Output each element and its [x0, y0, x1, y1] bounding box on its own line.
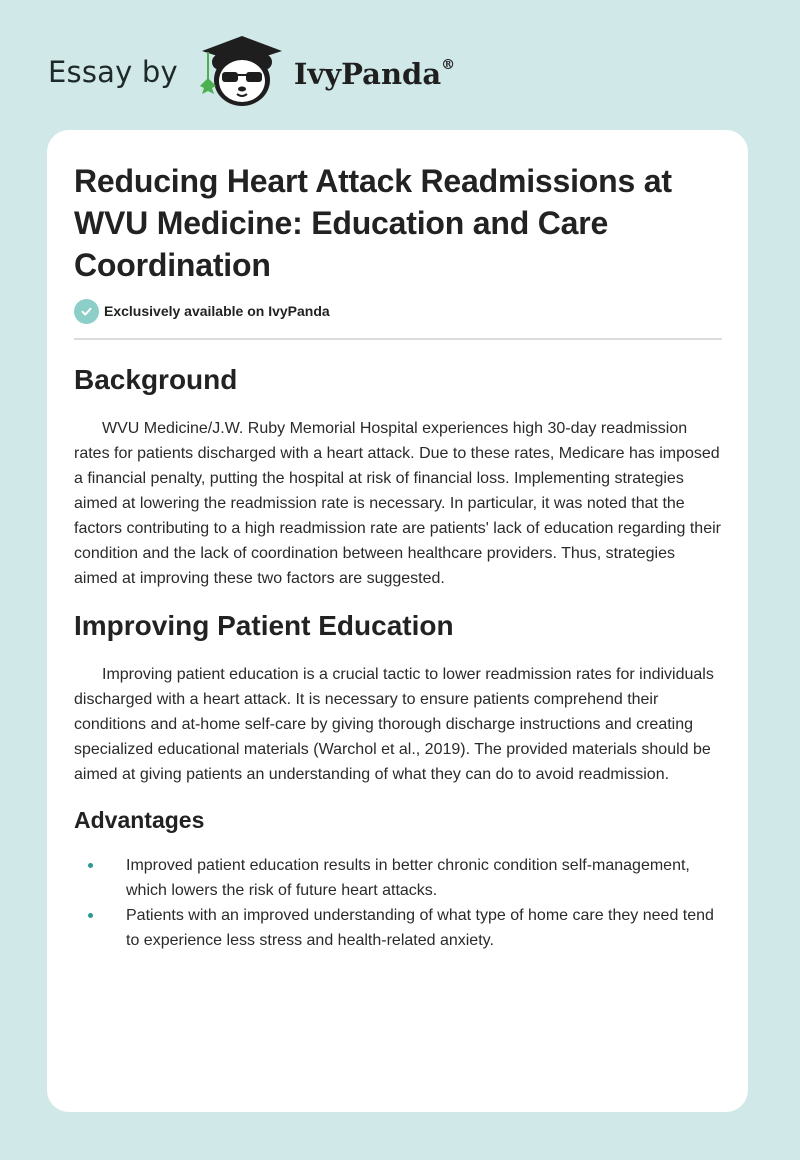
exclusive-label: Exclusively available on IvyPanda [104, 303, 330, 319]
brand-name[interactable]: IvyPanda® [293, 57, 456, 91]
bullet-icon [88, 863, 93, 868]
subsection-heading: Advantages [74, 807, 205, 833]
list-item-text: Improved patient education results in better chronic condition self-management, which lowers the risk of future heart attacks. [126, 857, 690, 899]
list-item [74, 853, 722, 903]
list-item-text: Patients with an improved understanding of what type of home care they need tend to experience less stress and health-related anxiety. [126, 907, 714, 949]
section-improving-patient-education [74, 608, 722, 787]
title-divider [74, 338, 722, 340]
panda-graduation-cap-icon[interactable] [198, 34, 286, 110]
essay-by-label: Essay by [48, 55, 178, 89]
section-background [74, 362, 722, 591]
section-heading: Improving Patient Education [74, 610, 454, 641]
check-circle-icon [74, 299, 99, 324]
essay-card [47, 130, 748, 1112]
list-item [74, 903, 722, 953]
exclusive-badge [74, 298, 722, 324]
bullet-icon [88, 913, 93, 918]
section-heading: Background [74, 364, 238, 395]
page-title: Reducing Heart Attack Readmissions at WVU Medicine: Education and Care Coordination [74, 163, 672, 283]
section-advantages [74, 805, 722, 953]
section-paragraph: WVU Medicine/J.W. Ruby Memorial Hospital experiences high 30-day readmission rates for patients discharged with a heart attack. Due to these rates, Medicare has imposed a financial penalty, putting the hospital at risk of financial loss. Implementing strategies aimed at lowering the readmission rate is necessary. In particular, it was noted that the factors contributing to a high readmission rate are patients' lack of education regarding their condition and the lack of coordination between healthcare providers. Thus, strategies aimed at improving these two factors are suggested. [74, 420, 721, 587]
section-paragraph: Improving patient education is a crucial tactic to lower readmission rates for individuals discharged with a heart attack. It is necessary to ensure patients comprehend their conditions and at-home self-care by giving thorough discharge instructions and creating specialized educational materials (Warchol et al., 2019). The provided materials should be aimed at giving patients an understanding of what they can do to avoid readmission. [74, 666, 714, 783]
site-header [48, 34, 455, 110]
advantages-list [74, 853, 722, 953]
